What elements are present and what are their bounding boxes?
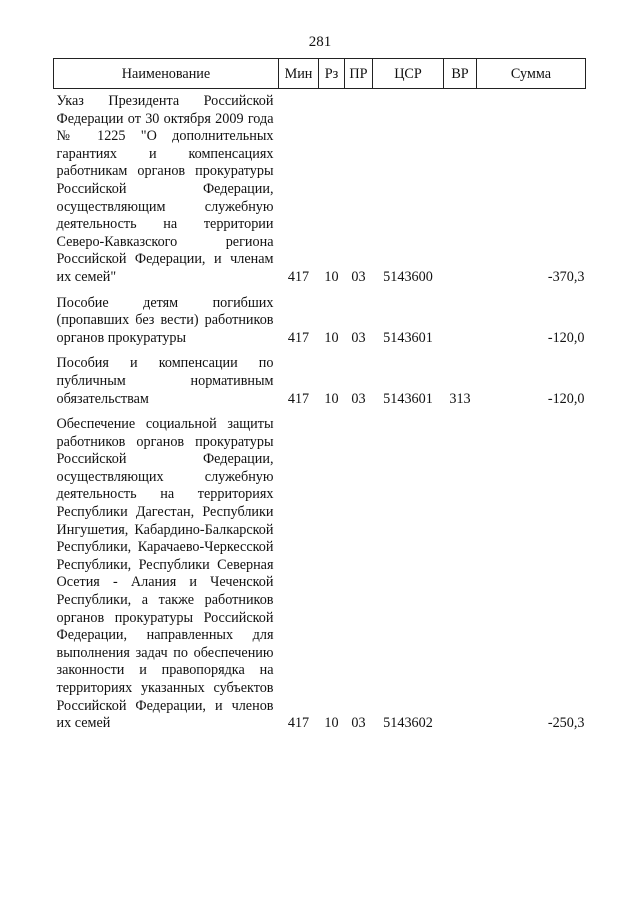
header-rz: Рз (319, 59, 345, 89)
header-pr: ПР (345, 59, 373, 89)
row-vr: 313 (449, 390, 471, 407)
table-row (54, 355, 586, 408)
row-pr: 03 (351, 268, 366, 285)
table-row (54, 416, 586, 733)
header-sum: Сумма (477, 59, 586, 89)
row-vr (444, 89, 477, 287)
row-min: 417 (287, 715, 310, 732)
row-min: 417 (287, 329, 310, 346)
table-header (54, 59, 586, 89)
table-body (54, 89, 586, 733)
header-vr: ВР (444, 59, 477, 89)
row-name: Пособия и компенсации по публичным нормативным обязательствам (56, 355, 274, 407)
row-vr (444, 416, 477, 733)
row-pr: 03 (351, 329, 366, 346)
row-csr: 5143600 (383, 268, 433, 285)
row-spacer (54, 347, 586, 355)
row-sum: -370,3 (547, 268, 585, 285)
row-vr (444, 295, 477, 348)
row-sum: -120,0 (547, 329, 585, 346)
header-name: Наименование (54, 59, 279, 89)
row-name: Пособие детям погибших (пропавших без вести) работников органов прокуратуры (56, 294, 274, 346)
header-min: Мин (279, 59, 319, 89)
row-spacer (54, 287, 586, 295)
table-row (54, 295, 586, 348)
header-csr: ЦСР (373, 59, 444, 89)
row-rz: 10 (324, 390, 339, 407)
header-row (54, 59, 586, 89)
budget-table (53, 58, 586, 733)
page-number: 281 (308, 34, 332, 50)
row-csr: 5143602 (383, 715, 433, 732)
row-name: Обеспечение социальной защиты работников органов прокуратуры Российской Федерации, осуществляющих служебную деятельность на территориях Республики Дагестан, Республики Ингушетия, Кабардино-Балкарской Республики, Карачаево-Черкесской Республики, Республики Северная Осетия - Алания и Чеченской Республики, а также работников органов прокуратуры Российской Федерации, направленных для выполнения задач по обеспечению законности и правопорядка на территориях указанных субъектов Российской Федерации, и членов их семей (56, 416, 274, 732)
row-min: 417 (287, 390, 310, 407)
row-pr: 03 (351, 715, 366, 732)
row-min: 417 (287, 268, 310, 285)
table-row (54, 89, 586, 287)
row-spacer (54, 408, 586, 416)
row-rz: 10 (324, 268, 339, 285)
row-csr: 5143601 (383, 390, 433, 407)
row-rz: 10 (324, 715, 339, 732)
row-csr: 5143601 (383, 329, 433, 346)
row-sum: -120,0 (547, 390, 585, 407)
row-sum: -250,3 (547, 715, 585, 732)
row-pr: 03 (351, 390, 366, 407)
row-name: Указ Президента Российской Федерации от 30 октября 2009 года № 1225 "О дополнительных гарантиях и компенсациях работникам органов прокуратуры Российской Федерации, осуществляющим служебную деятельность на территории Северо-Кавказского региона Российской Федерации, и членам их семей" (56, 93, 274, 285)
row-rz: 10 (324, 329, 339, 346)
